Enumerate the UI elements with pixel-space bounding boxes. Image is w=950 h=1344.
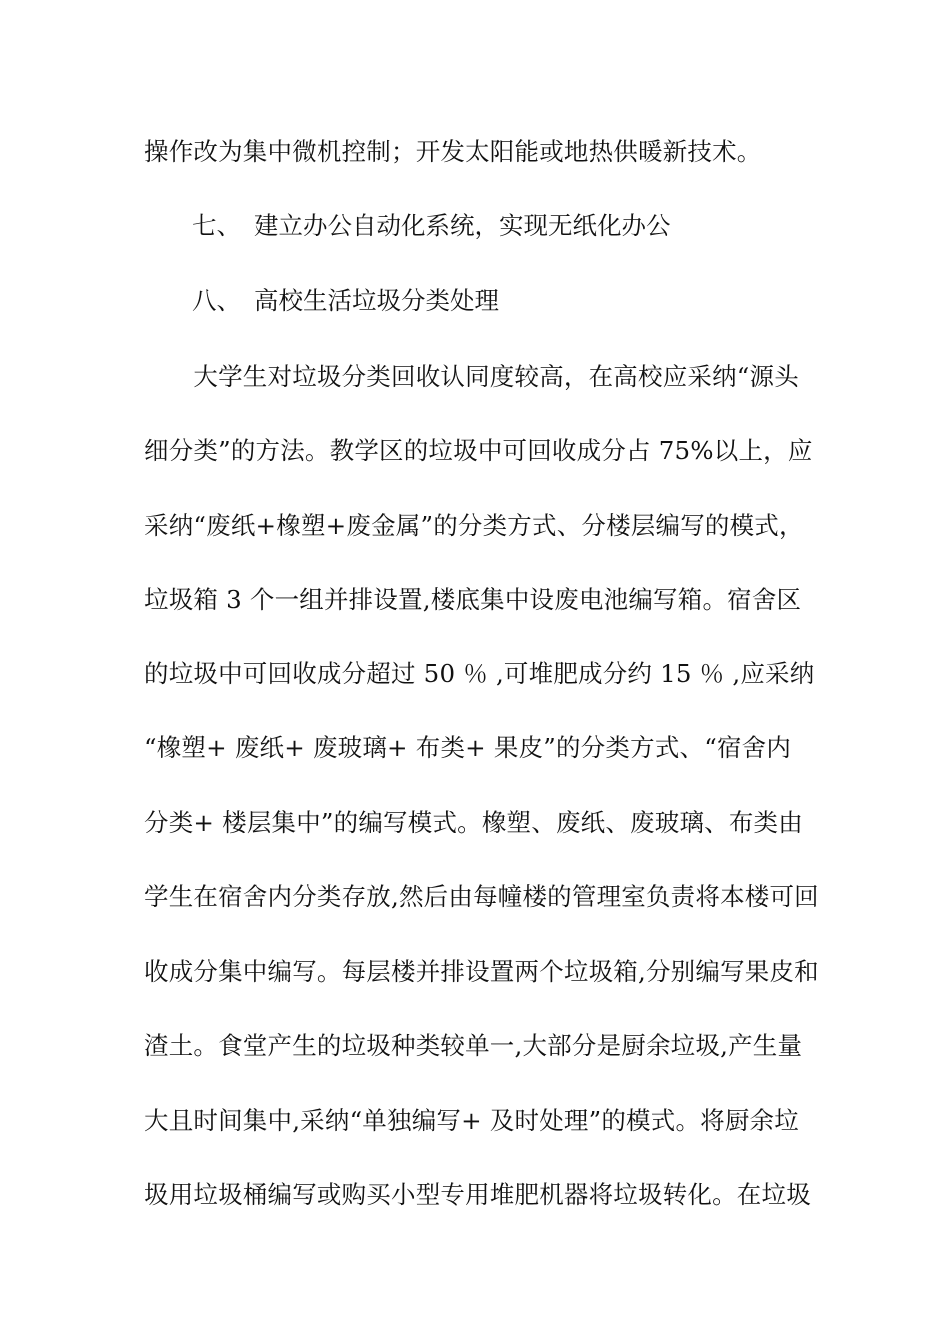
- paragraph-line: 细分类”的方法。教学区的垃圾中可回收成分占 75%以上，应: [144, 436, 813, 465]
- section-number: 八、: [192, 286, 241, 315]
- section-number: 七、: [192, 211, 241, 240]
- paragraph-line: 圾用垃圾桶编写或购买小型专用堆肥机器将垃圾转化。在垃圾: [144, 1180, 811, 1209]
- section-heading-8: [192, 286, 499, 316]
- continuation-line: 操作改为集中微机控制；开发太阳能或地热供暖新技术。: [144, 137, 762, 166]
- section-heading-7: [192, 211, 671, 241]
- paragraph-line: 渣土。食堂产生的垃圾种类较单一,大部分是厨余垃圾,产生量: [144, 1031, 803, 1060]
- paragraph-line: “橡塑+ 废纸+ 废玻璃+ 布类+ 果皮”的分类方式、“宿舍内: [144, 733, 792, 762]
- paragraph-line: 收成分集中编写。每层楼并排设置两个垃圾箱,分别编写果皮和: [144, 957, 819, 986]
- section-title: 建立办公自动化系统，实现无纸化办公: [254, 211, 671, 240]
- paragraph-line: 垃圾箱 3 个一组并排设置,楼底集中设废电池编写箱。宿舍区: [144, 585, 802, 614]
- paragraph-line: 分类+ 楼层集中”的编写模式。橡塑、废纸、废玻璃、布类由: [144, 808, 803, 837]
- paragraph-line: 的垃圾中可回收成分超过 50 ％ ,可堆肥成分约 15 ％ ,应采纳: [144, 659, 815, 688]
- section-title: 高校生活垃圾分类处理: [254, 286, 499, 315]
- paragraph-line: 大学生对垃圾分类回收认同度较高，在高校应采纳“源头: [144, 362, 799, 391]
- paragraph-line: 大且时间集中,采纳“单独编写+ 及时处理”的模式。将厨余垃: [144, 1106, 799, 1135]
- paragraph-line: 采纳“废纸+橡塑+废金属”的分类方式、分楼层编写的模式，: [144, 511, 804, 540]
- paragraph-line: 学生在宿舍内分类存放,然后由每幢楼的管理室负责将本楼可回: [144, 882, 819, 911]
